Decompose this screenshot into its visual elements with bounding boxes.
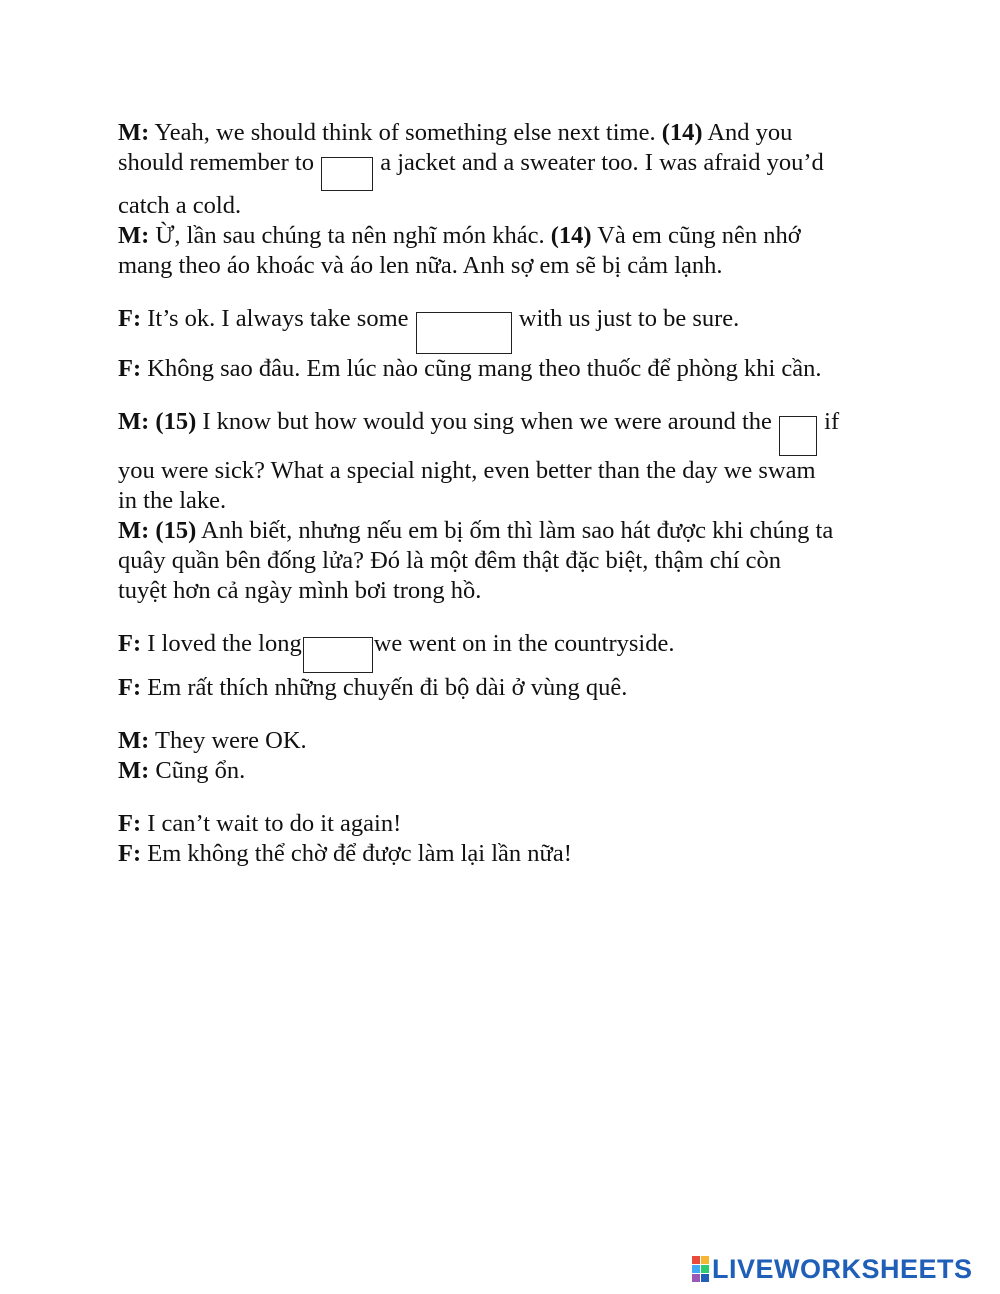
dialogue-text: mang theo áo khoác và áo len nữa. Anh sợ em sẽ bị cảm lạnh. [118,251,723,279]
speaker-label: M: [118,119,150,146]
dialogue-line-vi [118,673,898,703]
dialogue-line-en [118,456,898,486]
logo-tile [701,1256,709,1264]
dialogue-line-en [118,118,898,148]
worksheet-page [118,118,898,892]
question-number: (15) [155,408,197,435]
liveworksheets-logo [692,1254,973,1284]
dialogue-line-vi [118,756,898,786]
question-number: (14) [550,221,592,249]
speaker-label: M: [118,516,150,544]
dialogue-text: They were OK. [149,727,307,754]
dialogue-line-en [118,486,898,516]
dialogue-line-en [118,304,898,355]
logo-tile [692,1256,700,1264]
dialogue-line-vi [118,221,898,251]
dialogue-text: Yeah, we should think of something else next time. [149,119,662,146]
dialogue-text: Cũng ổn. [149,757,246,784]
dialogue-line-en [118,726,898,756]
question-number: (14) [661,119,703,146]
question-number: (15) [155,516,197,544]
dialogue-block [118,726,898,786]
dialogue-text: I loved the long [141,629,302,657]
dialogue-text: we went on in the countryside. [373,629,675,657]
logo-tile [692,1274,700,1282]
dialogue-line-vi [118,516,898,546]
dialogue-block [118,809,898,869]
dialogue-line-vi [118,546,898,576]
dialogue-text: Em không thể chờ để được làm lại lần nữa! [141,840,572,867]
liveworksheets-logo-icon [692,1256,709,1282]
dialogue-text: tuyệt hơn cả ngày mình bơi trong hồ. [118,576,482,604]
dialogue-text: should remember to [118,149,321,176]
logo-tile [701,1274,709,1282]
speaker-label: M: [118,221,150,249]
speaker-label: F: [118,355,142,382]
speaker-label: F: [118,304,142,332]
dialogue-text: catch a cold. [118,191,242,219]
answer-blank-walk[interactable] [303,637,373,673]
logo-tile [701,1265,709,1273]
speaker-label: F: [118,810,142,837]
answer-blank-medicine[interactable] [416,312,512,354]
dialogue-text: Không sao đâu. Em lúc nào cũng mang theo thuốc để phòng khi cần. [141,355,822,382]
dialogue-text: in the lake. [118,486,227,514]
answer-blank-fire[interactable] [779,416,817,456]
dialogue-text: Em rất thích những chuyến đi bộ dài ở vùng quê. [141,674,628,701]
dialogue-text: Anh biết, nhưng nếu em bị ốm thì làm sao hát được khi chúng ta [196,516,834,544]
dialogue-text: It’s ok. I always take some [141,304,415,332]
dialogue-line-vi [118,251,898,281]
logo-tile [692,1265,700,1273]
dialogue-text: with us just to be sure. [512,304,740,332]
dialogue-line-vi [118,354,898,384]
speaker-label: M: [118,757,150,784]
dialogue-line-en [118,191,898,221]
dialogue-text: a jacket and a sweater too. I was afraid you’d [374,149,824,176]
logo-text: LIVEWORKSHEETS [712,1253,973,1284]
dialogue-text: Ừ, lần sau chúng ta nên nghĩ món khác. [149,221,551,249]
dialogue-block-medicine [118,304,898,385]
dialogue-line-en [118,148,898,191]
speaker-label: M: [118,408,150,435]
speaker-label: M: [118,727,150,754]
speaker-label: F: [118,629,142,657]
dialogue-text: I know but how would you sing when we were around the [196,408,779,435]
dialogue-block-walk [118,629,898,704]
dialogue-line-vi [118,839,898,869]
dialogue-line-en [118,809,898,839]
dialogue-block-15 [118,407,898,606]
dialogue-line-en [118,407,898,456]
dialogue-text: Và em cũng nên nhớ [591,221,801,249]
dialogue-text: if [818,408,840,435]
speaker-label: F: [118,674,142,701]
dialogue-text: quây quần bên đống lửa? Đó là một đêm thật đặc biệt, thậm chí còn [118,546,782,574]
dialogue-line-vi [118,576,898,606]
dialogue-line-en [118,629,898,674]
dialogue-text: I can’t wait to do it again! [141,810,402,837]
dialogue-text: you were sick? What a special night, even better than the day we swam [118,456,816,484]
speaker-label: F: [118,840,142,867]
answer-blank-14[interactable] [321,157,373,191]
dialogue-block-14 [118,118,898,281]
dialogue-text: And you [702,119,793,146]
